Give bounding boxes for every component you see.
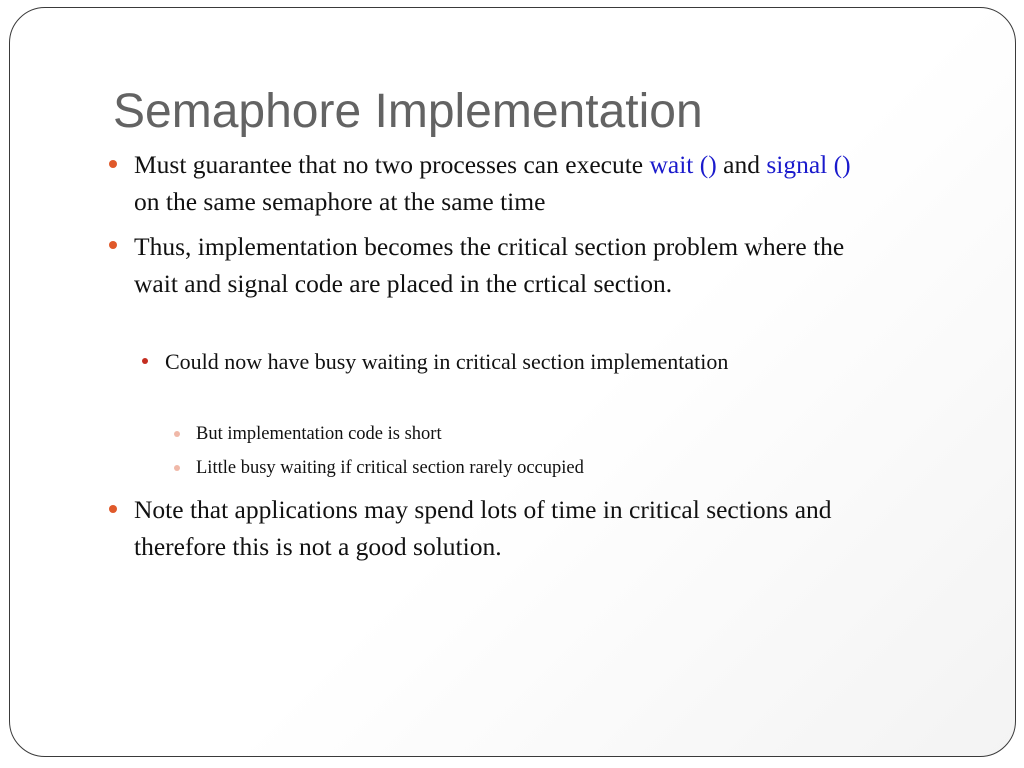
sub-sub-bullet-item: Little busy waiting if critical section rarely occupied xyxy=(196,458,584,478)
sub-sub-bullet-item: But implementation code is short xyxy=(196,424,442,444)
slide-title: Semaphore Implementation xyxy=(113,85,703,138)
sub-sub-bullet-dot-icon xyxy=(174,465,180,471)
code-keyword-signal: signal () xyxy=(766,150,851,179)
bullet-text: on the same semaphore at the same time xyxy=(134,187,546,216)
sub-bullet-dot-icon xyxy=(142,358,148,364)
bullet-text: Must guarantee that no two processes can execute xyxy=(134,150,650,179)
bullet-dot-icon xyxy=(109,160,117,168)
bullet-dot-icon xyxy=(109,505,117,513)
bullet-text: and xyxy=(716,150,767,179)
bullet-item: Thus, implementation becomes the critical section problem where the wait and signal code are placed in the crtical section. xyxy=(134,232,845,298)
bullet-item xyxy=(134,146,854,220)
bullet-item: Note that applications may spend lots of time in critical sections and therefore this is not a good solution. xyxy=(134,495,832,561)
code-keyword-wait: wait () xyxy=(649,150,717,179)
sub-sub-bullet-dot-icon xyxy=(174,431,180,437)
sub-bullet-item: Could now have busy waiting in critical section implementation xyxy=(165,349,729,374)
bullet-dot-icon xyxy=(109,241,117,249)
